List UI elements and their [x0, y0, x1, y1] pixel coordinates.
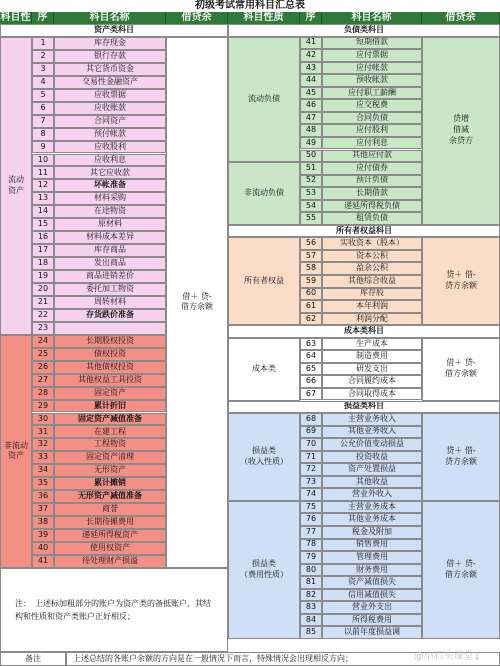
footer-text: 上述总结的各账户余额的方向是在一般情况下而言，特殊情况会出现相反方向；: [66, 652, 500, 666]
row-number: 26: [32, 361, 54, 374]
header-balance-r: 借贷余: [422, 12, 500, 24]
row-number: 44: [300, 74, 322, 87]
row-number: 39: [32, 529, 54, 542]
header-seq-r: 序: [300, 12, 322, 24]
header-category-r: 科目性质: [228, 12, 300, 24]
category-label: 非流动负债: [228, 162, 300, 225]
category-label: 损益类 （收入性质）: [228, 413, 300, 501]
row-number: 68: [300, 413, 322, 426]
account-name: 应付股利: [322, 124, 422, 137]
row-number: 47: [300, 112, 322, 125]
account-name: 库存股: [322, 288, 422, 301]
balance-cell: 贷＋ 借- 贷方余额: [422, 413, 500, 501]
account-name: 营业外支出: [322, 601, 422, 614]
account-name: 存货跌价准备: [54, 309, 166, 322]
account-name: 实收资本（股本）: [322, 237, 422, 250]
header-category: 科目性: [0, 12, 31, 23]
row-number: 66: [300, 375, 322, 388]
row-number: 83: [300, 601, 322, 614]
account-name: 材料采购: [54, 192, 166, 205]
account-name: 库存现金: [54, 37, 166, 50]
section-title-assets: 资产类科目: [0, 24, 228, 37]
row-number: 69: [300, 426, 322, 439]
row-number: 64: [300, 350, 322, 363]
row-number: 14: [32, 205, 54, 218]
row-number: 65: [300, 363, 322, 376]
account-name: 周转材料: [54, 296, 166, 309]
account-name: 递延所得税资产: [54, 529, 166, 542]
watermark-text: @小石头课堂1: [413, 651, 480, 662]
category-label: 流动负债: [228, 37, 300, 163]
row-number: 10: [32, 154, 54, 167]
account-name: 无形资产减值准备: [54, 490, 166, 503]
account-name: 管理费用: [322, 551, 422, 564]
row-number: 29: [32, 400, 54, 413]
row-number: 42: [300, 49, 322, 62]
account-name: 其他业务收入: [322, 426, 422, 439]
header-seq: 序: [32, 12, 54, 24]
row-number: 41: [32, 555, 54, 568]
row-number: 19: [32, 270, 54, 283]
account-name: 使用权资产: [54, 542, 166, 555]
row-number: 9: [32, 141, 54, 154]
row-number: 1: [32, 37, 54, 50]
section-title-2: 成本类科目: [228, 325, 500, 338]
row-number: 36: [32, 490, 54, 503]
row-number: 67: [300, 388, 322, 401]
row-number: 57: [300, 250, 322, 263]
account-name: 固定资产: [54, 387, 166, 400]
row-number: 80: [300, 564, 322, 577]
account-name: 税金及附加: [322, 526, 422, 539]
row-number: 46: [300, 99, 322, 112]
row-number: 60: [300, 288, 322, 301]
account-name: 递延所得税负债: [322, 200, 422, 213]
account-name: 原材料: [54, 218, 166, 231]
account-name: 应付债券: [322, 162, 422, 175]
account-name: 其他收益: [322, 476, 422, 489]
account-name: 主营业务成本: [322, 501, 422, 514]
account-name: 信用减值损失: [322, 589, 422, 602]
account-name: 合同资产: [54, 115, 166, 128]
account-name: 其他业务成本: [322, 513, 422, 526]
account-name: [54, 322, 166, 335]
account-name: 合同履约成本: [322, 375, 422, 388]
account-name: 预付帐款: [54, 128, 166, 141]
account-name: 合同负债: [322, 112, 422, 125]
row-number: 41: [300, 37, 322, 50]
row-number: 3: [32, 63, 54, 76]
header-balance: 借贷余: [166, 12, 228, 24]
account-name: 盈余公积: [322, 262, 422, 275]
row-number: 59: [300, 275, 322, 288]
account-name: 固定资产清理: [54, 451, 166, 464]
row-number: 48: [300, 124, 322, 137]
row-number: 52: [300, 175, 322, 188]
row-number: 16: [32, 231, 54, 244]
account-name: 应交税费: [322, 99, 422, 112]
row-number: 17: [32, 244, 54, 257]
account-name: 累计摊销: [54, 477, 166, 490]
balance-cell: 贷增 借减 余贷方: [422, 37, 500, 225]
row-number: 20: [32, 283, 54, 296]
row-number: 79: [300, 551, 322, 564]
row-number: 81: [300, 576, 322, 589]
account-name: 研发支出: [322, 363, 422, 376]
account-name: 其它应收款: [54, 166, 166, 179]
section-title-3: 损益类科目: [228, 401, 500, 414]
row-number: 50: [300, 150, 322, 163]
account-name: 其他债权投资: [54, 361, 166, 374]
row-number: 55: [300, 212, 322, 225]
row-number: 35: [32, 477, 54, 490]
row-number: 85: [300, 626, 322, 639]
account-name: 商誉: [54, 503, 166, 516]
account-name: 主营业务收入: [322, 413, 422, 426]
row-number: 54: [300, 200, 322, 213]
row-number: 4: [32, 76, 54, 89]
row-number: 18: [32, 257, 54, 270]
account-name: 资本公积: [322, 250, 422, 263]
row-number: 74: [300, 488, 322, 501]
account-name: 应收票据: [54, 89, 166, 102]
row-number: 53: [300, 187, 322, 200]
row-number: 71: [300, 451, 322, 464]
category-label: 成本类: [228, 338, 300, 401]
account-name: 待处理财产损溢: [54, 555, 166, 568]
row-number: 2: [32, 50, 54, 63]
account-name: 销售费用: [322, 539, 422, 552]
row-number: 70: [300, 438, 322, 451]
balance-cell: 借＋ 贷- 借方余额: [422, 501, 500, 639]
account-name: 银行存款: [54, 50, 166, 63]
account-name: 应收账款: [54, 102, 166, 115]
account-name: 资产减值损失: [322, 576, 422, 589]
account-name: 长期待摊费用: [54, 516, 166, 529]
row-number: 5: [32, 89, 54, 102]
account-name: 预收帐款: [322, 74, 422, 87]
account-name: 在建工程: [54, 425, 166, 438]
row-number: 25: [32, 348, 54, 361]
category-current-assets: 流动 资产: [0, 37, 32, 335]
row-number: 63: [300, 338, 322, 351]
account-name: 应付职工薪酬: [322, 87, 422, 100]
row-number: 7: [32, 115, 54, 128]
row-number: 22: [32, 309, 54, 322]
section-title-0: 负债类科目: [228, 24, 500, 37]
row-number: 49: [300, 137, 322, 150]
row-number: 37: [32, 503, 54, 516]
account-name: 应付帐款: [322, 62, 422, 75]
account-name: 库存商品: [54, 244, 166, 257]
row-number: 23: [32, 322, 54, 335]
row-number: 73: [300, 476, 322, 489]
account-name: 在途物资: [54, 205, 166, 218]
account-name: 债权投资: [54, 348, 166, 361]
account-name: 以前年度损益调: [322, 626, 422, 639]
row-number: 8: [32, 128, 54, 141]
row-number: 76: [300, 513, 322, 526]
account-name: 应收利息: [54, 154, 166, 167]
account-name: 短期借款: [322, 37, 422, 50]
account-name: 其他应付款: [322, 150, 422, 163]
account-name: 预计负债: [322, 175, 422, 188]
balance-cell: 贷＋ 借- 贷方余额: [422, 237, 500, 325]
row-number: 45: [300, 87, 322, 100]
row-number: 11: [32, 166, 54, 179]
row-number: 24: [32, 335, 54, 348]
account-name: 应收股利: [54, 141, 166, 154]
account-name: 委托加工物资: [54, 283, 166, 296]
account-name: 公允价值变动损益: [322, 438, 422, 451]
row-number: 75: [300, 501, 322, 514]
account-name: 所得税费用: [322, 614, 422, 627]
row-number: 31: [32, 425, 54, 438]
account-name: 营业外收入: [322, 488, 422, 501]
row-number: 61: [300, 300, 322, 313]
category-label: 损益类 （费用性质）: [228, 501, 300, 639]
row-number: 6: [32, 102, 54, 115]
row-number: 40: [32, 542, 54, 555]
account-name: 投资收益: [322, 451, 422, 464]
account-name: 交易性金融资产: [54, 76, 166, 89]
category-noncurrent-assets: 非流动 资产: [0, 335, 32, 568]
balance-cell: 借＋ 贷- 借方余额: [422, 338, 500, 401]
account-name: 固定资产减值准备: [54, 413, 166, 426]
row-number: 21: [32, 296, 54, 309]
account-name: 工程物资: [54, 438, 166, 451]
row-number: 28: [32, 387, 54, 400]
row-number: 51: [300, 162, 322, 175]
page-title: 初级考试常用科目汇总表: [195, 0, 305, 11]
account-name: 商品进销差价: [54, 270, 166, 283]
row-number: 32: [32, 438, 54, 451]
header-name: 科目名称: [54, 12, 166, 24]
header-name-r: 科目名称: [322, 12, 422, 24]
account-name: 应付利息: [322, 137, 422, 150]
account-name: 租赁负债: [322, 212, 422, 225]
account-name: 无形资产: [54, 464, 166, 477]
row-number: 82: [300, 589, 322, 602]
account-name: 应付票据: [322, 49, 422, 62]
account-name: 长期借款: [322, 187, 422, 200]
account-name: 合同取得成本: [322, 388, 422, 401]
row-number: 84: [300, 614, 322, 627]
account-name: 坏帐准备: [54, 179, 166, 192]
row-number: 72: [300, 463, 322, 476]
account-name: 发出商品: [54, 257, 166, 270]
account-name: 财务费用: [322, 564, 422, 577]
account-name: 本年利润: [322, 300, 422, 313]
account-name: 资产处置损益: [322, 463, 422, 476]
account-name: 生产成本: [322, 338, 422, 351]
account-name: 其它货币资金: [54, 63, 166, 76]
row-number: 56: [300, 237, 322, 250]
category-label: 所有者权益: [228, 237, 300, 325]
account-name: 制造费用: [322, 350, 422, 363]
account-name: 其他权益工具投资: [54, 374, 166, 387]
row-number: 43: [300, 62, 322, 75]
row-number: 58: [300, 262, 322, 275]
row-number: 33: [32, 451, 54, 464]
row-number: 78: [300, 539, 322, 552]
row-number: 15: [32, 218, 54, 231]
row-number: 38: [32, 516, 54, 529]
account-name: 利润分配: [322, 313, 422, 326]
row-number: 13: [32, 192, 54, 205]
account-name: 材料成本差异: [54, 231, 166, 244]
row-number: 77: [300, 526, 322, 539]
section-title-1: 所有者权益科目: [228, 225, 500, 238]
account-name: 长期股权投资: [54, 335, 166, 348]
row-number: 12: [32, 179, 54, 192]
note-text: 注： 上述标加粗部分的账户为资产类的备抵账户，其结构和性质和资产类账户正好相反；: [0, 568, 228, 652]
balance-assets: 借＋ 贷- 借方余额: [166, 37, 228, 568]
row-number: 27: [32, 374, 54, 387]
account-name: 其他综合收益: [322, 275, 422, 288]
account-name: 累计折旧: [54, 400, 166, 413]
row-number: 34: [32, 464, 54, 477]
row-number: 30: [32, 413, 54, 426]
row-number: 62: [300, 313, 322, 326]
footer-label: 备注: [0, 652, 66, 666]
